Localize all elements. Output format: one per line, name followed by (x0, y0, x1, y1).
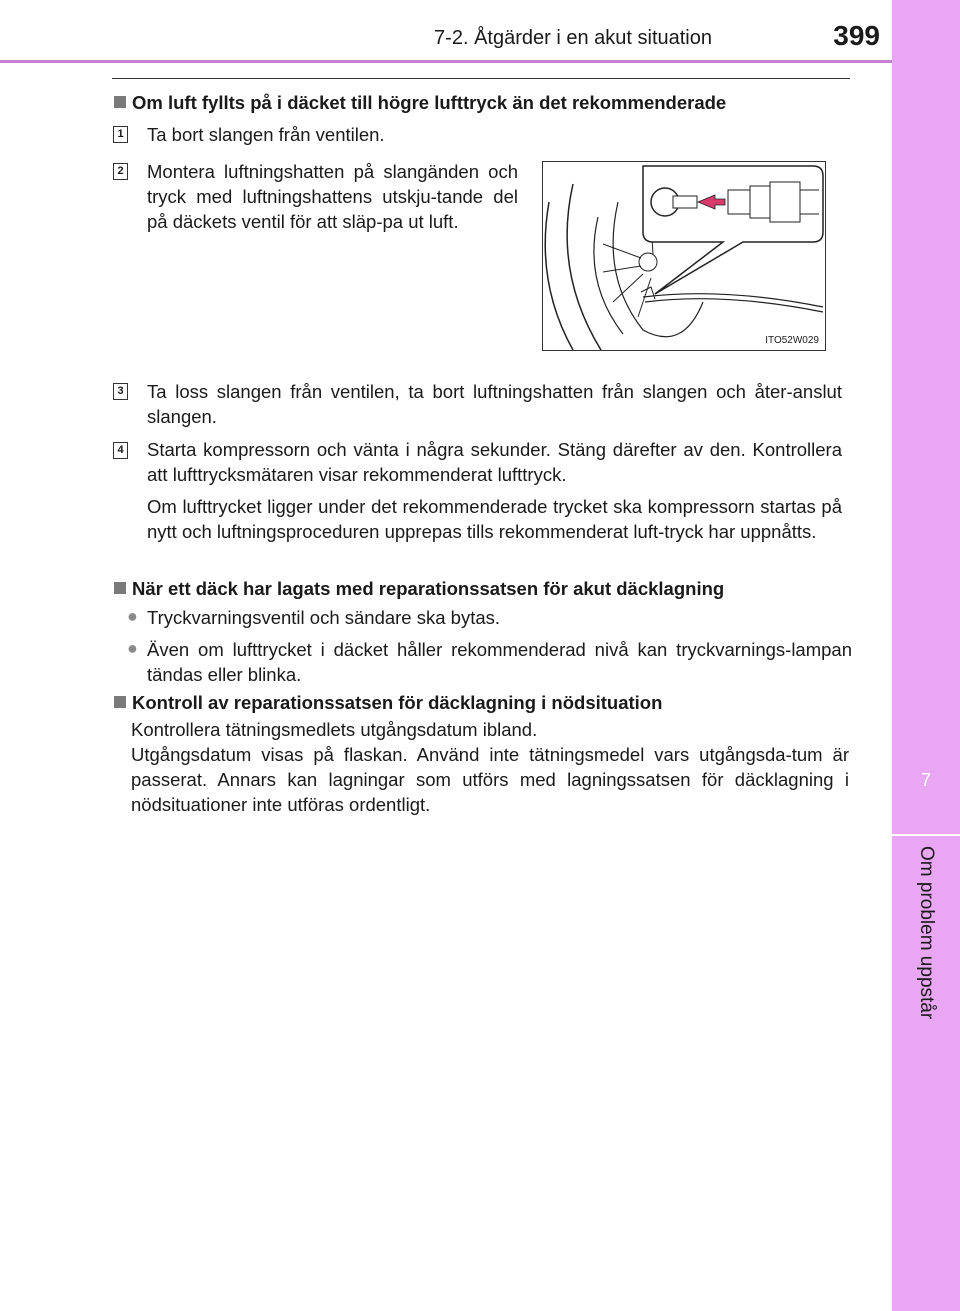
header-rule (0, 60, 892, 63)
section-heading-after-repair: När ett däck har lagats med reparationssatsen för akut däcklagning (114, 578, 724, 600)
bullet-item: Även om lufttrycket i däcket håller rekommenderad nivå kan tryckvarnings-lampan tändas eller blinka. (147, 639, 852, 685)
side-tab (892, 0, 960, 1311)
bullet-dot-icon: ● (127, 606, 138, 626)
step-4-text: Starta kompressorn och vänta i några sekunder. Stäng därefter av den. Kontrollera att lufttrycksmätaren visar rekommenderat lufttryck. (147, 439, 842, 485)
header-title: 7-2. Åtgärder i en akut situation (434, 27, 712, 49)
section-heading-kit-check: Kontroll av reparationssatsen för däcklagning i nödsituation (114, 692, 662, 714)
step-4-note: Om lufttrycket ligger under det rekommenderade trycket ska kompressorn startas på nytt och luftningsproceduren upprepas tills rekommenderat luft-tryck har uppnåtts. (147, 496, 842, 542)
step-1-text: Ta bort slangen från ventilen. (147, 124, 385, 145)
section-rule (112, 78, 850, 79)
square-bullet-icon (114, 96, 126, 108)
bullet-item: Tryckvarningsventil och sändare ska bytas. (147, 607, 501, 628)
step-2-badge: 2 (113, 163, 128, 180)
figure-code: ITO52W029 (765, 335, 819, 346)
kit-check-line1: Kontrollera tätningsmedlets utgångsdatum ibland. (131, 719, 538, 740)
chapter-title: Om problem uppstår (916, 846, 937, 1020)
step-3-badge: 3 (113, 383, 128, 400)
valve-deflation-figure (542, 161, 826, 351)
tire-valve-illustration (543, 162, 825, 350)
chapter-number: 7 (920, 770, 931, 790)
page-header (0, 0, 892, 62)
section-heading-overinflation: Om luft fyllts på i däcket till högre lufttryck än det rekommenderade (114, 92, 726, 114)
step-3-text: Ta loss slangen från ventilen, ta bort luftningshatten från slangen och åter-anslut slangen. (147, 381, 842, 427)
page-number: 399 (833, 20, 880, 51)
step-2-text: Montera luftningshatten på slangänden och tryck med luftningshattens utskju-tande del på däckets ventil för att släp-pa ut luft. (147, 161, 518, 232)
bullet-dot-icon: ● (127, 638, 138, 658)
kit-check-body: Utgångsdatum visas på flaskan. Använd inte tätningsmedel vars utgångsda-tum är passerat. Annars kan lagningar som utförs med lagningssatsen för däcklagning i nödsituationer inte utföras ordentligt. (131, 744, 849, 815)
square-bullet-icon (114, 696, 126, 708)
step-1-badge: 1 (113, 126, 128, 143)
square-bullet-icon (114, 582, 126, 594)
side-tab-divider (892, 834, 960, 836)
step-4-badge: 4 (113, 442, 128, 459)
